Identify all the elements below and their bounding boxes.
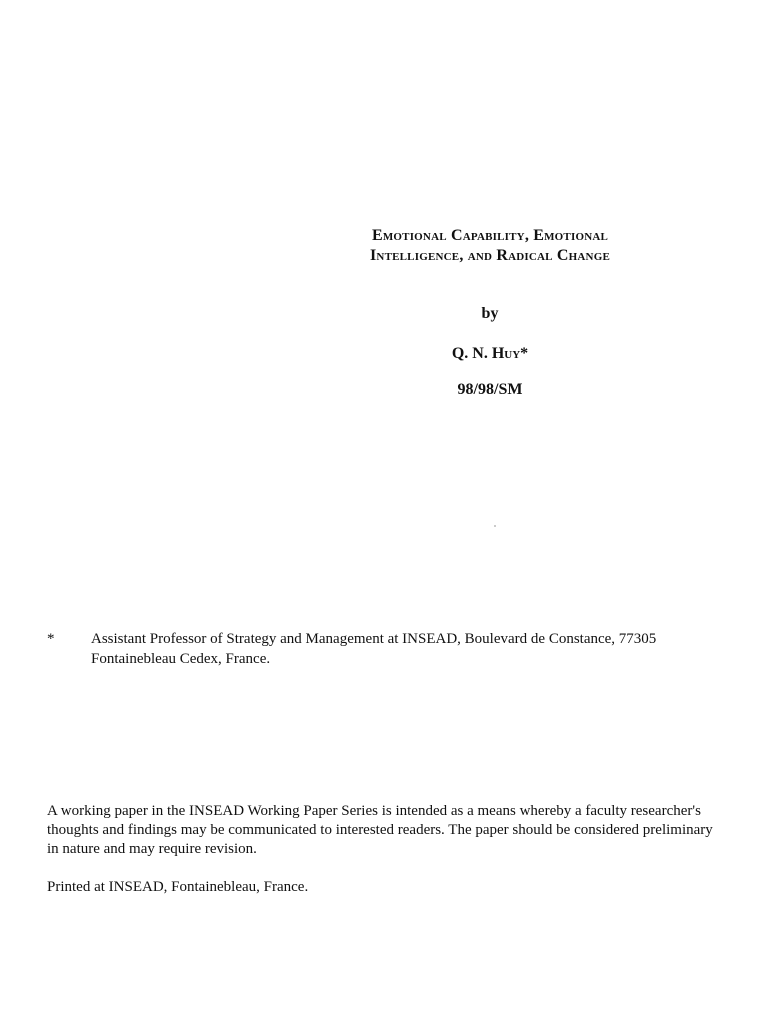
disclaimer-line-2: thoughts and findings may be communicated to interested readers. The paper should be considered preliminary	[47, 822, 713, 838]
disclaimer-line-3: in nature and may require revision.	[47, 841, 257, 857]
footnote-marker: *	[47, 631, 55, 647]
scan-speck	[494, 525, 496, 527]
working-paper-disclaimer	[47, 802, 737, 859]
byline: by	[481, 305, 499, 322]
paper-number: 98/98/SM	[457, 381, 523, 398]
paper-title	[330, 226, 650, 266]
footnote-text	[91, 629, 727, 669]
author-name: Q. N. Huy*	[451, 345, 529, 362]
footnote-line-1: Assistant Professor of Strategy and Management at INSEAD, Boulevard de Constance, 77305	[91, 631, 657, 647]
paper-title-line-1: Emotional Capability, Emotional	[371, 227, 609, 244]
paper-title-line-2: Intelligence, and Radical Change	[370, 247, 610, 264]
disclaimer-line-1: A working paper in the INSEAD Working Paper Series is intended as a means whereby a faculty researcher's	[47, 803, 701, 819]
footnote-line-2: Fontainebleau Cedex, France.	[91, 651, 271, 667]
printed-note: Printed at INSEAD, Fontainebleau, France.	[47, 879, 309, 895]
